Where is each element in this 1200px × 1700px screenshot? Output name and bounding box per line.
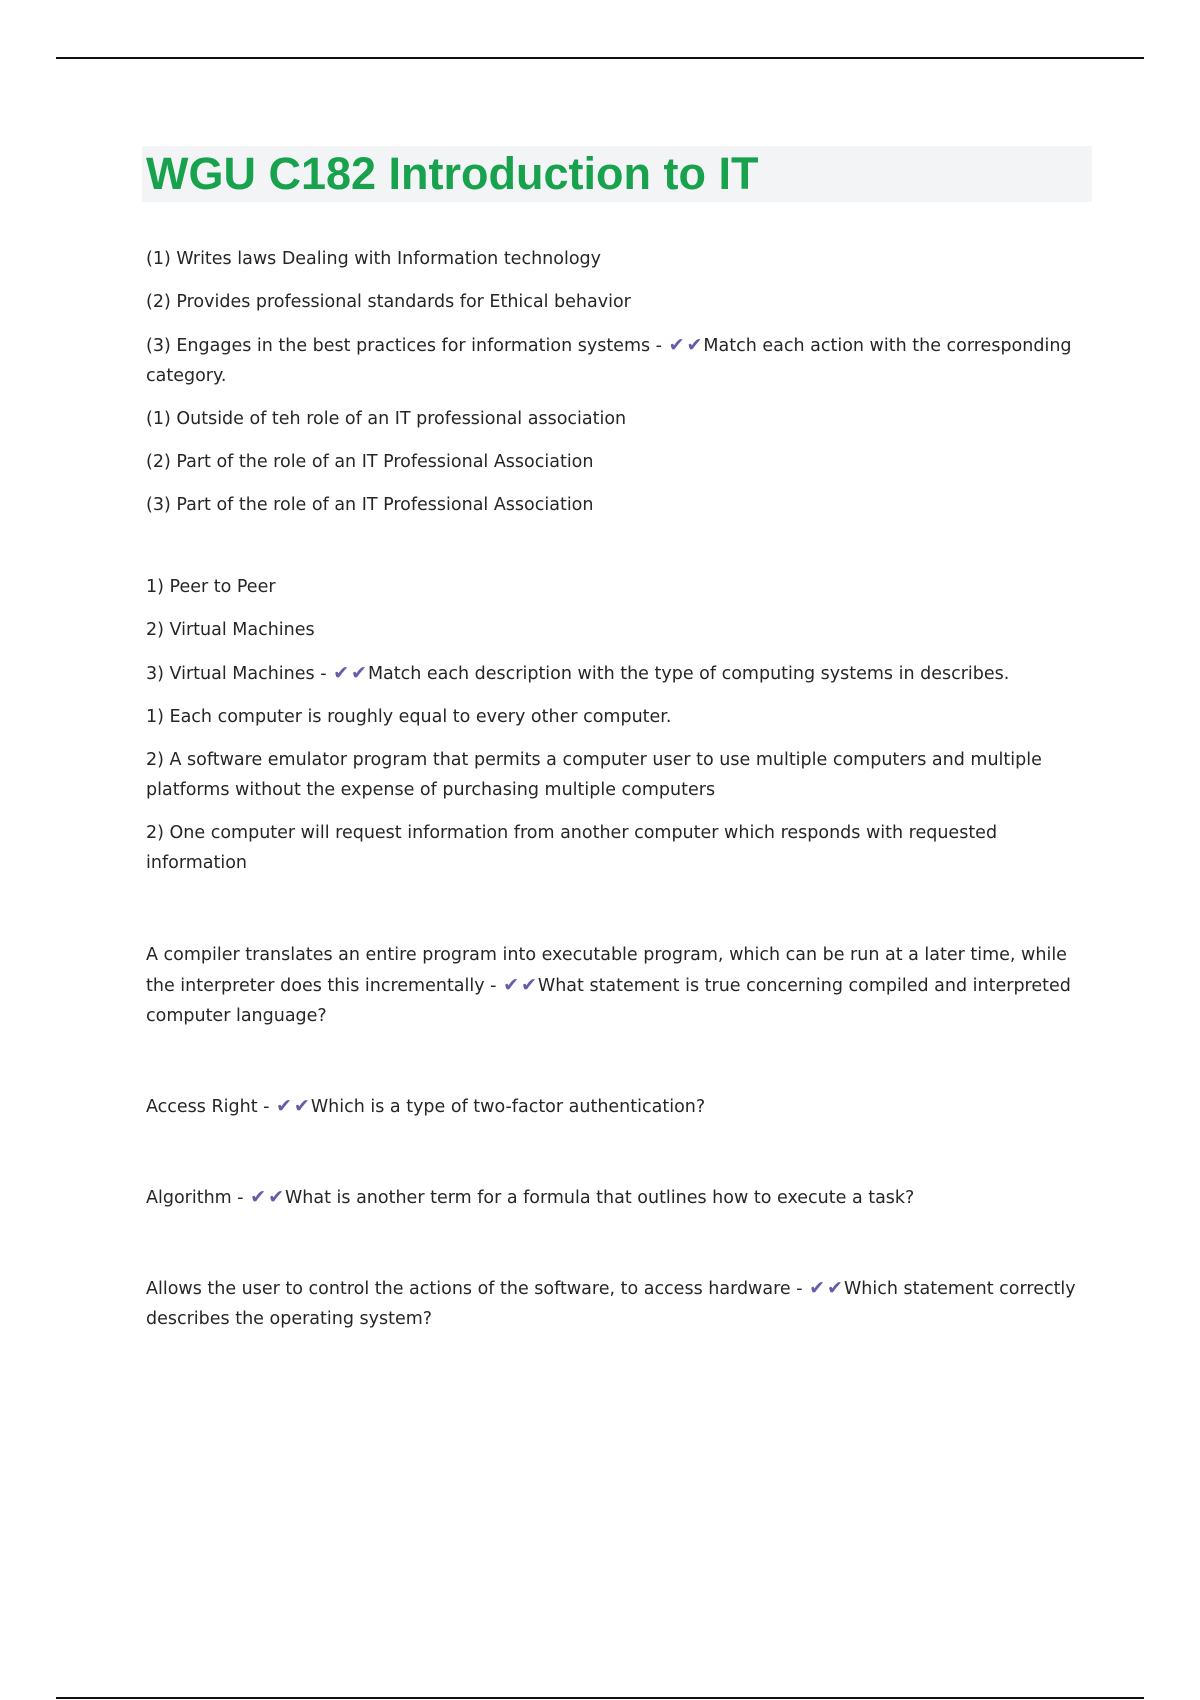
line-text: 1) Each computer is roughly equal to every other computer. <box>146 707 672 727</box>
checkmark-icon: ✔ <box>809 1277 826 1299</box>
text-line <box>146 572 1096 602</box>
text-line <box>146 244 1096 274</box>
qa-block <box>146 1273 1096 1334</box>
line-text: 2) One computer will request information from another computer which responds with requested information <box>146 823 998 873</box>
qa-block <box>146 1182 1096 1213</box>
answer-text: Match each description with the type of computing systems in describes. <box>367 664 1010 684</box>
line-text: (3) Part of the role of an IT Professional Association <box>146 495 594 515</box>
answer-text: Which is a type of two-factor authentication? <box>310 1097 706 1117</box>
text-line <box>146 1091 1096 1122</box>
text-line <box>146 745 1096 805</box>
qa-block <box>146 244 1096 520</box>
checkmark-icon: ✔ <box>250 1186 267 1208</box>
checkmark-icon: ✔ <box>668 334 685 356</box>
answer-text: Which statement correctly describes the operating system? <box>146 1279 1076 1329</box>
line-text: Algorithm - <box>146 1188 250 1208</box>
qa-block <box>146 1091 1096 1122</box>
line-text: Access Right - <box>146 1097 275 1117</box>
qa-block <box>146 572 1096 878</box>
line-text: 1) Peer to Peer <box>146 577 276 597</box>
top-rule <box>56 57 1144 59</box>
checkmark-icon: ✔ <box>268 1186 284 1208</box>
answer-text: What is another term for a formula that outlines how to execute a task? <box>285 1188 915 1208</box>
text-line <box>146 615 1096 645</box>
text-line <box>146 658 1096 689</box>
checkmark-icon: ✔ <box>293 1095 310 1117</box>
text-line <box>146 702 1096 732</box>
checkmark-icon: ✔ <box>827 1277 843 1299</box>
line-text: (2) Provides professional standards for Ethical behavior <box>146 292 631 312</box>
line-text: A compiler translates an entire program into executable program, which can be run at a later time, while the interpreter does this incrementally - <box>146 945 1067 996</box>
line-text: 2) Virtual Machines <box>146 620 315 640</box>
text-line <box>146 287 1096 317</box>
checkmark-icon: ✔ <box>520 974 537 996</box>
line-text: 3) Virtual Machines - <box>146 664 333 684</box>
line-text: (1) Outside of teh role of an IT professional association <box>146 409 627 429</box>
text-line <box>146 490 1096 520</box>
checkmark-icon: ✔ <box>276 1095 292 1117</box>
line-text: 2) A software emulator program that permits a computer user to use multiple computers and multiple platforms without the expense of purchasing multiple computers <box>146 750 1042 800</box>
qa-block <box>146 940 1096 1031</box>
answer-text: What statement is true concerning compiled and interpreted computer language? <box>146 976 1071 1026</box>
document-body <box>146 244 1096 1334</box>
line-text: Allows the user to control the actions of the software, to access hardware - <box>146 1279 809 1299</box>
text-line <box>146 404 1096 434</box>
checkmark-icon: ✔ <box>351 662 367 684</box>
checkmark-icon: ✔ <box>333 662 350 684</box>
text-line <box>146 447 1096 477</box>
line-text: (1) Writes laws Dealing with Information technology <box>146 249 601 269</box>
answer-text: Match each action with the corresponding category. <box>146 336 1072 386</box>
document-title: WGU C182 Introduction to IT <box>146 148 759 199</box>
text-line <box>146 1273 1096 1334</box>
line-text: (3) Engages in the best practices for information systems - <box>146 336 668 356</box>
text-line <box>146 940 1096 1031</box>
checkmark-icon: ✔ <box>503 974 519 996</box>
line-text: (2) Part of the role of an IT Professional Association <box>146 452 594 472</box>
checkmark-icon: ✔ <box>686 334 703 356</box>
text-line <box>146 1182 1096 1213</box>
bottom-rule <box>56 1697 1144 1699</box>
text-line <box>146 818 1096 878</box>
text-line <box>146 330 1096 391</box>
